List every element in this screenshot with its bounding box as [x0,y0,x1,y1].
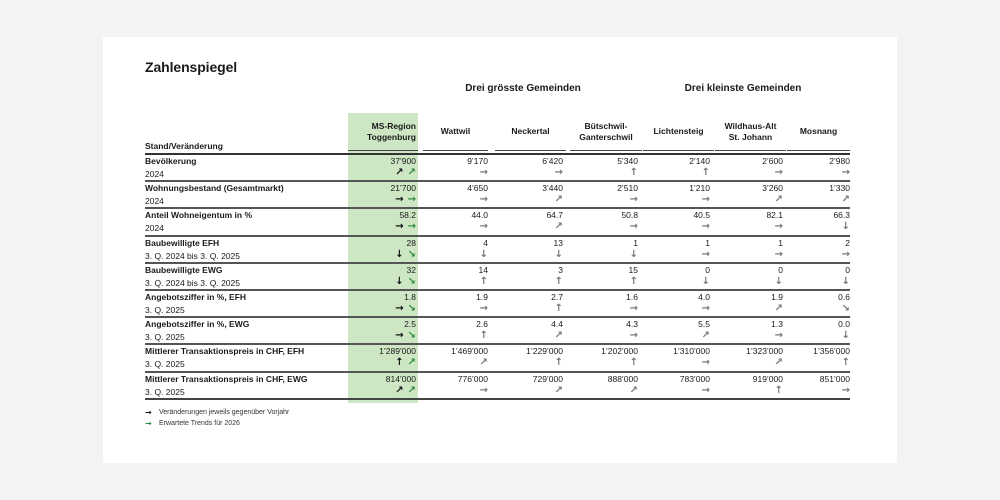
cell-value: 3 [558,264,563,275]
cell-value: 4 [483,237,488,248]
table-row [145,373,850,400]
buetschwil-header-line2: Ganterschwil [579,131,633,142]
arrow-up-icon: ↑ [554,357,563,369]
cell-value: 2.7 [551,291,563,302]
arrow-right-icon: → [841,167,850,178]
arrow-up-icon: ↑ [395,357,404,369]
cell-value: 66.3 [833,210,850,221]
arrow-up-right-icon: ↗ [479,357,488,369]
row-label: Angebotsziffer in %, EWG [145,319,250,330]
ms-region-value: 1.8 [404,291,416,302]
arrow-up-icon: ↑ [629,357,638,369]
cell-value: 0.0 [838,319,850,330]
arrow-right-icon: → [395,330,404,342]
row-period: 3. Q. 2024 bis 3. Q. 2025 [145,277,240,288]
arrow-up-right-icon: ↗ [554,221,563,233]
buetschwil-header-line1: Bütschwil- [584,120,628,131]
arrow-up-icon: ↑ [701,167,710,178]
cell-value: 1’210 [689,183,710,194]
row-period: 3. Q. 2025 [145,304,185,315]
arrow-up-right-icon: ↗ [841,194,850,206]
arrow-up-right-icon: ↗ [629,384,638,396]
table-row [145,345,850,372]
arrow-up-right-icon: ↗ [554,330,563,342]
cell-value: 6’420 [542,156,563,166]
cell-value: 919’000 [752,373,783,384]
arrow-up-right-icon: ↗ [395,167,404,178]
row-period: 3. Q. 2025 [145,332,185,343]
arrow-right-icon: → [701,221,710,233]
group-header-largest: Drei grösste Gemeinden [465,83,581,94]
legend-text-trend: Erwartete Trends für 2026 [159,420,240,427]
arrow-right-icon: → [407,221,416,233]
group-header-smallest: Drei kleinste Gemeinden [684,83,802,94]
arrow-down-icon: ↓ [395,275,404,287]
cell-value: 3’440 [542,183,563,194]
legend [145,407,289,429]
arrow-right-icon: → [395,221,404,233]
cell-value: 64.7 [546,210,563,221]
cell-value: 15 [628,264,638,275]
ms-region-arrows [395,330,416,341]
arrow-right-icon: → [145,419,152,428]
cell-value: 4.4 [551,319,563,330]
cell-value: 888’000 [607,373,638,384]
ms-region-arrows [395,167,416,178]
arrow-right-icon: → [407,194,416,206]
cell-value: 1’202’000 [601,346,638,357]
row-label: Angebotsziffer in %, EFH [145,291,247,302]
cell-value: 2.6 [476,319,488,330]
arrow-up-icon: ↑ [479,330,488,342]
cell-value: 0 [705,264,710,275]
ms-header-line2: Toggenburg [367,131,416,142]
lichtensteig-header-text: Lichtensteig [653,126,704,136]
row-label: Mittlerer Transaktionspreis in CHF, EWG [145,373,308,384]
arrow-up-icon: ↑ [629,275,638,287]
cell-value: 1’310’000 [673,346,710,357]
cell-value: 2 [845,237,850,248]
table-row [145,237,850,264]
cell-value: 1’229’000 [526,346,563,357]
arrow-down-icon: ↓ [701,275,710,287]
ms-region-arrows [395,276,416,287]
ms-region-value: 37’900 [390,156,416,166]
row-label: Wohnungsbestand (Gesamtmarkt) [145,183,284,194]
arrow-up-icon: ↑ [629,167,638,178]
ms-region-arrows [395,385,416,396]
column-header-wildhaus [715,113,786,151]
ms-region-value: 1’289’000 [379,346,416,357]
cell-value: 1.3 [771,319,783,330]
table-row [145,318,850,345]
stand-veraenderung-label: Stand/Veränderung [145,141,223,151]
ms-region-arrows [395,303,416,314]
cell-value: 40.5 [693,210,710,221]
arrow-up-icon: ↑ [479,275,488,287]
arrow-up-right-icon: ↗ [774,357,783,369]
cell-value: 13 [553,237,563,248]
arrow-right-icon: → [774,221,783,233]
column-header-lichtensteig [643,113,714,151]
arrow-right-icon: → [701,302,710,314]
arrow-right-icon: → [629,330,638,342]
table-row [145,264,850,291]
cell-value: 0 [845,264,850,275]
cell-value: 1.9 [476,291,488,302]
ms-region-value: 58.2 [399,210,416,221]
arrow-up-right-icon: ↗ [407,357,416,369]
cell-value: 44.0 [471,210,488,221]
arrow-down-right-icon: ↘ [407,302,416,314]
arrow-up-icon: ↑ [841,357,850,369]
cell-value: 2’140 [689,156,710,166]
column-header-buetschwil [570,113,642,151]
arrow-right-icon: → [479,194,488,206]
wattwil-header-text: Wattwil [440,126,471,136]
arrow-right-icon: → [774,248,783,260]
data-table [145,155,850,400]
row-label: Bevölkerung [145,156,197,166]
cell-value: 50.8 [621,210,638,221]
column-header-wattwil [423,113,488,151]
row-period: 3. Q. 2025 [145,359,185,370]
wildhaus-header-line1: Wildhaus-Alt [724,120,777,131]
ms-region-value: 28 [406,237,416,248]
legend-item-trend [145,418,289,429]
arrow-right-icon: → [701,357,710,369]
table-row [145,291,850,318]
ms-region-arrows [395,357,416,368]
arrow-down-icon: ↓ [841,330,850,342]
arrow-up-right-icon: ↗ [774,194,783,206]
cell-value: 776’000 [457,373,488,384]
arrow-right-icon: → [479,302,488,314]
cell-value: 14 [478,264,488,275]
column-header-mosnang [787,113,850,151]
column-header-ms-region [348,113,418,151]
cell-value: 2’510 [617,183,638,194]
ms-header-line1: MS-Region [371,120,416,131]
cell-value: 1’323’000 [746,346,783,357]
arrow-up-icon: ↑ [774,384,783,396]
cell-value: 2’980 [829,156,850,166]
arrow-right-icon: → [629,302,638,314]
row-period: 2024 [145,196,164,207]
ms-region-arrows [395,249,416,260]
page-title: Zahlenspiegel [145,59,238,75]
column-header-neckertal [495,113,566,151]
cell-value: 1’356’000 [813,346,850,357]
arrow-down-right-icon: ↘ [407,248,416,260]
cell-value: 0.6 [838,291,850,302]
cell-value: 851’000 [819,373,850,384]
arrow-right-icon: → [479,221,488,233]
table-row [145,155,850,182]
cell-value: 1.6 [626,291,638,302]
cell-value: 4’650 [467,183,488,194]
ms-region-arrows [395,221,416,232]
arrow-right-icon: → [701,194,710,206]
ms-region-value: 32 [406,264,416,275]
arrow-down-right-icon: ↘ [407,330,416,342]
arrow-right-icon: → [774,167,783,178]
arrow-up-icon: ↑ [554,302,563,314]
arrow-right-icon: → [395,302,404,314]
ms-region-arrows [395,194,416,205]
arrow-right-icon: → [479,167,488,178]
arrow-up-right-icon: ↗ [701,330,710,342]
arrow-up-right-icon: ↗ [407,167,416,178]
row-period: 2024 [145,223,164,234]
arrow-up-right-icon: ↗ [554,194,563,206]
wildhaus-header-line2: St. Johann [728,131,773,142]
legend-item-change [145,407,289,418]
neckertal-header-text: Neckertal [511,126,550,136]
arrow-down-right-icon: ↘ [407,275,416,287]
ms-region-value: 814’000 [385,373,416,384]
row-period: 3. Q. 2025 [145,386,185,397]
arrow-right-icon: → [774,330,783,342]
row-label: Baubewilligte EFH [145,237,220,248]
row-label: Mittlerer Transaktionspreis in CHF, EFH [145,346,305,357]
arrow-down-icon: ↓ [479,248,488,260]
arrow-down-icon: ↓ [395,248,404,260]
cell-value: 0 [778,264,783,275]
arrow-down-icon: ↓ [841,275,850,287]
table-row [145,182,850,209]
arrow-right-icon: → [841,384,850,396]
table-row [145,209,850,236]
row-period: 2024 [145,169,164,179]
arrow-right-icon: → [554,167,563,178]
arrow-right-icon: → [701,248,710,260]
cell-value: 783’000 [679,373,710,384]
cell-value: 1’330 [829,183,850,194]
arrow-up-icon: ↑ [554,275,563,287]
cell-value: 4.3 [626,319,638,330]
row-label: Anteil Wohneigentum in % [145,210,253,221]
ms-region-value: 2.5 [404,319,416,330]
cell-value: 1.9 [771,291,783,302]
cell-value: 5’340 [617,156,638,166]
arrow-right-icon: → [145,408,152,417]
arrow-down-icon: ↓ [774,275,783,287]
cell-value: 1 [778,237,783,248]
arrow-right-icon: → [629,221,638,233]
cell-value: 1’469’000 [451,346,488,357]
arrow-down-right-icon: ↘ [841,302,850,314]
arrow-up-right-icon: ↗ [395,384,404,396]
row-label: Baubewilligte EWG [145,264,223,275]
arrow-right-icon: → [841,248,850,260]
arrow-right-icon: → [629,194,638,206]
arrow-down-icon: ↓ [841,221,850,233]
cell-value: 5.5 [698,319,710,330]
cell-value: 1 [633,237,638,248]
arrow-down-icon: ↓ [554,248,563,260]
mosnang-header-text: Mosnang [799,126,838,136]
legend-text-change: Veränderungen jeweils gegenüber Vorjahr [159,409,290,416]
ms-region-value: 21’700 [390,183,416,194]
arrow-right-icon: → [479,384,488,396]
zahlenspiegel-card [103,37,897,463]
arrow-down-icon: ↓ [629,248,638,260]
arrow-up-right-icon: ↗ [774,302,783,314]
arrow-up-right-icon: ↗ [554,384,563,396]
row-period: 3. Q. 2024 bis 3. Q. 2025 [145,250,240,261]
cell-value: 4.0 [698,291,710,302]
cell-value: 2’600 [762,156,783,166]
arrow-right-icon: → [701,384,710,396]
cell-value: 729’000 [532,373,563,384]
cell-value: 1 [705,237,710,248]
cell-value: 9’170 [467,156,488,166]
arrow-right-icon: → [395,194,404,206]
arrow-up-right-icon: ↗ [407,384,416,396]
cell-value: 3’260 [762,183,783,194]
cell-value: 82.1 [766,210,783,221]
